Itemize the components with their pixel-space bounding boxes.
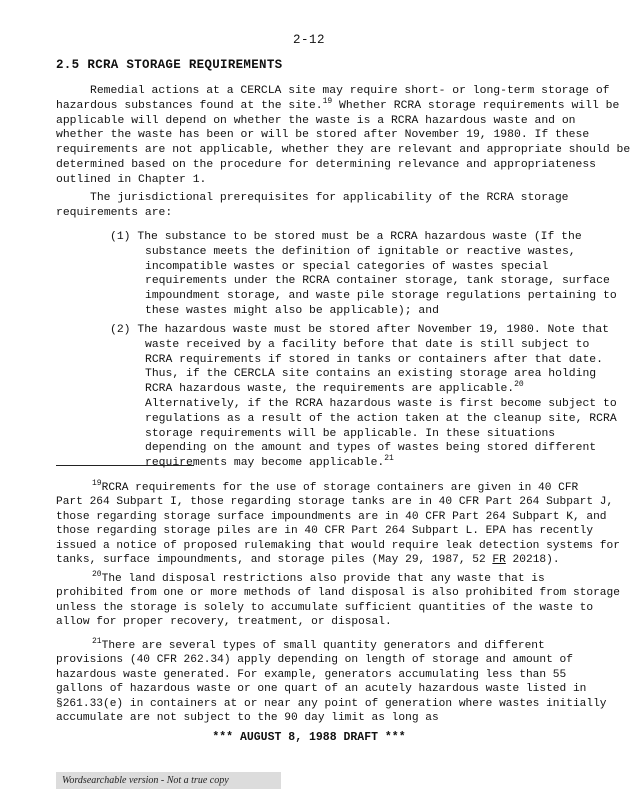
list-item-line: requirements under the RCRA container storage, tank storage, surface bbox=[145, 275, 610, 288]
footnote-separator bbox=[56, 465, 194, 466]
federal-register-abbrev: FR bbox=[492, 554, 506, 567]
footnote-line: $^{21}$There are several types of small quantity generators and different bbox=[92, 637, 545, 652]
list-item-line: depending on the amount and types of wastes being stored different bbox=[145, 442, 597, 455]
paragraph-line: requirements are not applicable, whether they are relevant and appropriate should be bbox=[56, 144, 630, 157]
list-item-1 bbox=[110, 230, 617, 319]
footnote-line: those regarding storage surface impoundments are in 40 CFR Part 264 Subpart K, and bbox=[56, 510, 607, 523]
list-item-line: storage requirements will be applicable. In these situations bbox=[145, 427, 556, 440]
list-item-line: RCRA hazardous waste, the requirements are applicable.$^{20}$ bbox=[145, 380, 524, 396]
footnote-line: allow for proper recovery, treatment, or disposal. bbox=[56, 616, 392, 629]
footnote-line: $^{19}$RCRA requirements for the use of storage containers are given in 40 CFR bbox=[92, 479, 579, 494]
list-item-line: RCRA requirements if stored in tanks or containers after that date. bbox=[145, 353, 603, 366]
list-item-line: Thus, if the CERCLA site contains an existing storage area holding bbox=[145, 368, 597, 381]
footnote-line: provisions (40 CFR 262.34) apply depending on length of storage and amount of bbox=[56, 654, 573, 667]
footnote-21 bbox=[56, 637, 607, 725]
list-item-line: impoundment storage, and waste pile storage regulations pertaining to bbox=[145, 290, 617, 303]
footnote-line: Part 264 Subpart I, those regarding storage tanks are in 40 CFR Part 264 Subpart J, bbox=[56, 496, 614, 509]
footnote-19 bbox=[56, 479, 620, 567]
footnote-line: $^{20}$The land disposal restrictions also provide that any waste that is bbox=[92, 570, 545, 585]
section-title: RCRA STORAGE REQUIREMENTS bbox=[87, 58, 283, 72]
list-item-line: requirements may become applicable.$^{21}$ bbox=[145, 454, 394, 470]
footnote-number: 20 bbox=[92, 570, 102, 579]
footnote-line: gallons of hazardous waste or one quart of an acutely hazardous waste listed in bbox=[56, 683, 587, 696]
paragraph-line: outlined in Chapter 1. bbox=[56, 173, 207, 186]
footnote-number: 19 bbox=[92, 479, 102, 488]
section-number: 2.5 bbox=[56, 58, 80, 72]
footnote-ref-20: 20 bbox=[514, 380, 524, 390]
paragraph-line: hazardous substances found at the site.$^{19}$ Whether RCRA storage requirements will be bbox=[56, 96, 620, 112]
page-number: 2-12 bbox=[292, 33, 325, 47]
footnote-line: unless the storage is solely to accumulate sufficient quantities of the waste to bbox=[56, 601, 594, 614]
watermark-label: Wordsearchable version - Not a true copy bbox=[56, 772, 281, 789]
footnote-line: those regarding storage piles are in 40 CFR Part 264 Subpart L. EPA has recently bbox=[56, 525, 594, 538]
list-item-line: incompatible wastes or special categories of wastes special bbox=[145, 260, 549, 273]
footnote-line: hazardous waste generated. For example, generators accumulating less than 55 bbox=[56, 668, 567, 681]
draft-label: *** AUGUST 8, 1988 DRAFT *** bbox=[212, 731, 406, 744]
list-item-line: (1) The substance to be stored must be a RCRA hazardous waste (If the bbox=[110, 231, 582, 243]
footnote-line: accumulate are not subject to the 90 day limit as long as bbox=[56, 712, 439, 725]
list-item-line: waste received by a facility before that date is still subject to bbox=[145, 338, 590, 351]
paragraph-line: whether the waste has been or will be stored after November 19, 1980. If these bbox=[56, 129, 590, 142]
list-item-line: (2) The hazardous waste must be stored after November 19, 1980. Note that bbox=[110, 324, 610, 336]
footnote-ref-21: 21 bbox=[384, 454, 394, 464]
paragraph-line: requirements are: bbox=[56, 206, 173, 219]
paragraph-line: applicable will depend on whether the waste is a RCRA hazardous waste and on bbox=[56, 114, 576, 127]
paragraph-line: The jurisdictional prerequisites for applicability of the RCRA storage bbox=[90, 192, 569, 204]
paragraph-storage-intro bbox=[56, 84, 630, 188]
paragraph-line: Remedial actions at a CERCLA site may require short- or long-term storage of bbox=[90, 85, 610, 97]
list-item-line: these wastes might also be applicable); and bbox=[145, 304, 439, 317]
footnote-ref-19: 19 bbox=[322, 96, 333, 106]
list-item-2 bbox=[110, 323, 617, 471]
paragraph-prerequisites bbox=[56, 191, 569, 221]
list-item-label: (2) bbox=[110, 324, 131, 336]
footnote-number: 21 bbox=[92, 637, 102, 646]
footnote-line: issued a notice of proposed rulemaking that would require leak detection systems for bbox=[56, 539, 620, 552]
section-heading bbox=[56, 58, 282, 72]
list-item-label: (1) bbox=[110, 231, 131, 243]
footnote-20 bbox=[56, 570, 620, 630]
list-item-line: substance meets the definition of ignitable or reactive wastes, bbox=[145, 245, 576, 258]
footnote-line: §261.33(e) in containers at or near any point of generation where wastes initially bbox=[56, 697, 607, 710]
paragraph-line: determined based on the procedure for determining relevance and appropriateness bbox=[56, 158, 597, 171]
footnote-line: tanks, surface impoundments, and storage piles (May 29, 1987, 52 FR 20218). bbox=[56, 554, 560, 567]
footnote-line: prohibited from one or more methods of land disposal is also prohibited from storage bbox=[56, 587, 620, 600]
list-item-line: regulations as a result of the action taken at the cleanup site, RCRA bbox=[145, 412, 617, 425]
list-item-line: Alternatively, if the RCRA hazardous waste is first become subject to bbox=[145, 397, 617, 410]
